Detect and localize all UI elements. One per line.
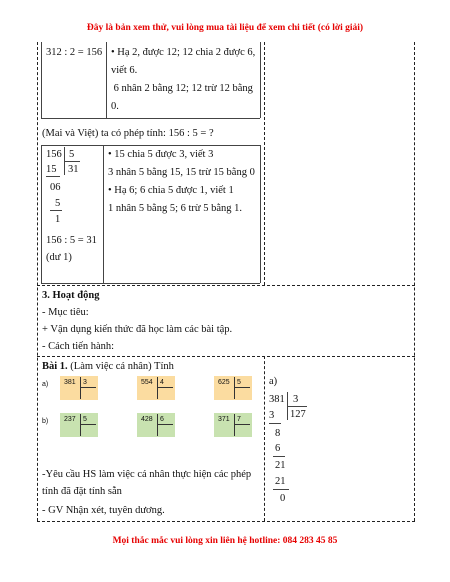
card-divisor: 5	[83, 416, 87, 423]
division-divisor: 5	[69, 149, 75, 160]
division-work-4: 1	[55, 214, 61, 225]
exercise-divider	[37, 356, 415, 357]
card-divisor: 7	[237, 416, 241, 423]
exercise-title-rest: (Làm việc cá nhân) Tính	[67, 361, 174, 372]
activity-goal-label: - Mục tiêu:	[42, 307, 89, 318]
example2-step-4: 1 nhân 5 bằng 5; 6 trừ 5 bằng 1.	[108, 203, 243, 214]
example2-step-2: 3 nhân 5 bằng 15, 15 trừ 15 bằng 0	[108, 167, 255, 178]
card-dividend: 428	[141, 416, 153, 423]
division-quotient: 31	[68, 164, 79, 175]
division-card-b1	[60, 413, 98, 437]
example2-result: 156 : 5 = 31	[46, 235, 97, 246]
card-divisor: 5	[237, 379, 241, 386]
exercise-instruction-3: - GV Nhận xét, tuyên dương.	[42, 505, 165, 516]
answer-quotient: 127	[290, 409, 306, 420]
division-work-line-2	[50, 210, 62, 211]
division-card-a1	[60, 376, 98, 400]
activity-heading: 3. Hoạt động	[42, 290, 100, 301]
division-card-a3	[214, 376, 252, 400]
card-division-bar	[157, 414, 158, 436]
card-division-bar	[234, 414, 235, 436]
section-divider	[37, 285, 415, 286]
answer-work-line-3	[273, 489, 289, 490]
example2-remainder: (dư 1)	[46, 252, 72, 263]
example2-box-top	[41, 145, 260, 146]
division-dividend: 156	[46, 149, 62, 160]
example1-box-bottom	[41, 118, 260, 119]
exercise-title	[42, 360, 174, 373]
hotline-banner: Mọi thắc mắc vui lòng xin liên hệ hotline: 084 283 45 85	[112, 536, 338, 546]
card-division-bar	[80, 377, 81, 399]
card-dividend: 371	[218, 416, 230, 423]
example2-box-middle	[103, 145, 104, 283]
answer-work-line-2	[273, 456, 285, 457]
exercise-instruction-2: tính đã đặt tính sẵn	[42, 486, 122, 497]
table-middle-border-top	[264, 42, 265, 285]
card-division-bar	[234, 377, 235, 399]
division-card-b3	[214, 413, 252, 437]
card-dividend: 237	[64, 416, 76, 423]
answer-work-1: 3	[269, 410, 275, 421]
division-card-b2	[137, 413, 175, 437]
card-dividend: 625	[218, 379, 230, 386]
division-quotient-line	[64, 161, 80, 162]
example1-box-left	[41, 42, 42, 118]
answer-work-3: 6	[275, 443, 281, 454]
card-quotient-line	[80, 424, 96, 425]
division-card-a2	[137, 376, 175, 400]
card-quotient-line	[234, 424, 250, 425]
preview-banner: Đây là bản xem thử, vui lòng mua tài liệu để xem chi tiết (có lời giải)	[86, 23, 364, 33]
answer-work-6: 0	[280, 493, 286, 504]
example2-step-1: • 15 chia 5 được 3, viết 3	[108, 149, 214, 160]
example1-result: 312 : 2 = 156	[46, 47, 103, 58]
division-work-line-1	[46, 176, 60, 177]
card-divisor: 4	[160, 379, 164, 386]
example1-box-right	[260, 42, 261, 118]
answer-work-5: 21	[275, 476, 286, 487]
card-dividend: 381	[64, 379, 76, 386]
answer-work-2: 8	[275, 428, 281, 439]
example1-step-2: viết 6.	[111, 65, 138, 76]
example1-step-1: • Hạ 2, được 12; 12 chia 2 được 6,	[111, 47, 256, 58]
activity-method: - Cách tiến hành:	[42, 341, 115, 352]
example2-step-3: • Hạ 6; 6 chia 5 được 1, viết 1	[108, 185, 234, 196]
table-bottom-border	[37, 521, 415, 522]
exercise-title-bold: Bài 1.	[42, 361, 68, 372]
card-quotient-line	[234, 387, 250, 388]
answer-dividend: 381	[269, 394, 285, 405]
answer-work-line-1	[269, 423, 281, 424]
example1-step-3: 6 nhân 2 bằng 12; 12 trừ 12 bằng	[111, 83, 253, 94]
division-work-3: 5	[55, 198, 61, 209]
answer-label: a)	[269, 376, 278, 387]
example2-box-left	[41, 145, 42, 283]
example1-box-middle	[106, 42, 107, 118]
example2-intro: (Mai và Việt) ta có phép tính: 156 : 5 = ?	[42, 128, 214, 139]
answer-work-4: 21	[275, 460, 286, 471]
example2-box-right	[260, 145, 261, 283]
answer-quotient-line	[287, 406, 307, 407]
card-division-bar	[157, 377, 158, 399]
table-left-border	[37, 42, 38, 521]
row-b-label: b)	[42, 418, 49, 425]
division-work-2: 06	[50, 182, 61, 193]
card-quotient-line	[157, 387, 173, 388]
card-quotient-line	[157, 424, 173, 425]
row-a-label: a)	[42, 381, 49, 388]
example2-box-bottom	[41, 283, 260, 284]
division-work-1: 15	[46, 164, 57, 175]
card-quotient-line	[80, 387, 96, 388]
answer-divisor: 3	[293, 394, 299, 405]
table-middle-border-bottom	[264, 356, 265, 521]
card-division-bar	[80, 414, 81, 436]
card-dividend: 554	[141, 379, 153, 386]
card-divisor: 6	[160, 416, 164, 423]
table-right-border	[414, 42, 415, 521]
exercise-instruction-1: -Yêu cầu HS làm việc cá nhân thực hiện các phép	[42, 469, 252, 480]
activity-goal: + Vận dụng kiến thức đã học làm các bài tập.	[42, 324, 233, 335]
example1-step-4: 0.	[111, 101, 119, 112]
card-divisor: 3	[83, 379, 87, 386]
